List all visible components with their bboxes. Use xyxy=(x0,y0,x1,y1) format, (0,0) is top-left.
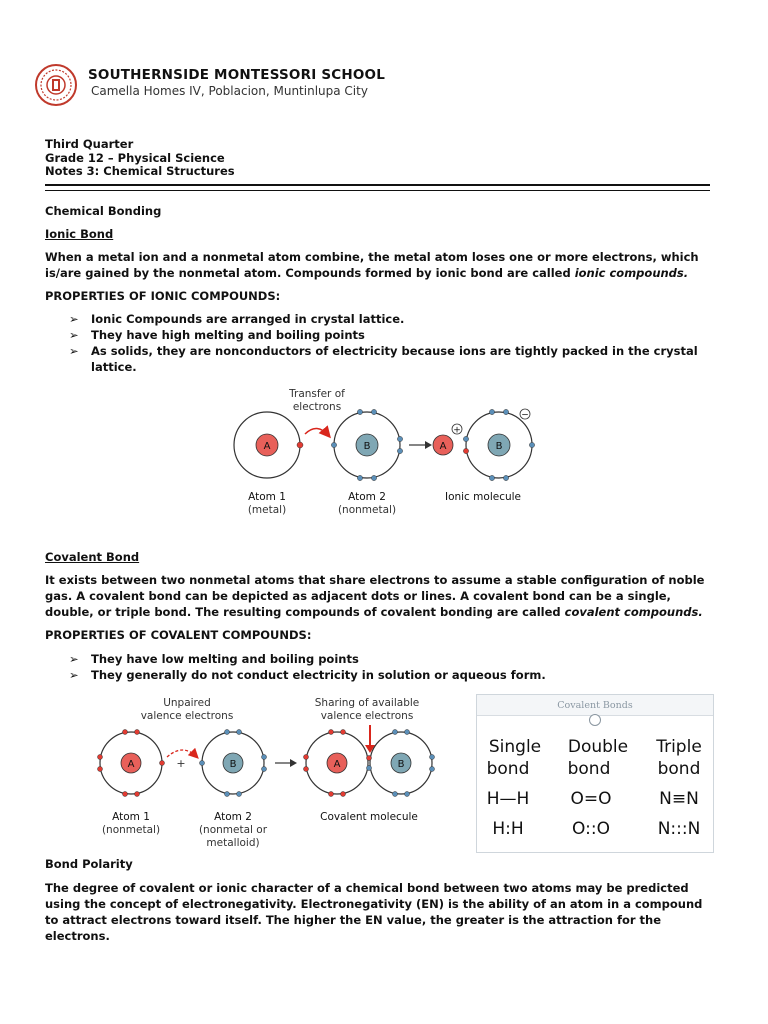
svg-text:Atom 1: Atom 1 xyxy=(112,811,150,823)
transfer-label-2: electrons xyxy=(292,401,342,413)
bond-polarity-heading: Bond Polarity xyxy=(45,857,133,871)
school-address: Camella Homes IV, Poblacion, Muntinlupa City xyxy=(91,84,368,98)
svg-text:B: B xyxy=(397,759,405,770)
covalent-paragraph-text: It exists between two nonmetal atoms that share electrons to assume a stable configuration of noble gas. A covalent bond can be depicted as adjacent dots or lines. A covalent bond can be a single, double, or triple bond. The resulting compounds of covalent bonding are called xyxy=(45,573,705,619)
atom2-label: Atom 2 xyxy=(348,491,386,503)
covalent-props-list xyxy=(69,651,729,683)
ionic-paragraph-text: When a metal ion and a nonmetal atom combine, the metal atom loses one or more electrons, which is/are gained by the nonmetal atom. Compounds formed by ionic bond are called xyxy=(45,250,699,280)
svg-text:A: A xyxy=(127,759,135,770)
triple-bond-label: Triple xyxy=(656,737,702,757)
card-knob-icon xyxy=(589,714,601,726)
atom1-label: Atom 1 xyxy=(248,491,286,503)
atom-a-label: A xyxy=(263,441,271,452)
svg-text:A: A xyxy=(439,441,447,452)
list-item: ➢ Ionic Compounds are arranged in crystal lattice. xyxy=(69,312,405,326)
covalent-bond-diagram xyxy=(95,695,440,855)
svg-text:(nonmetal or: (nonmetal or xyxy=(198,824,268,836)
list-item: ➢ They have low melting and boiling points xyxy=(69,652,359,666)
quarter-line: Third Quarter xyxy=(45,137,134,151)
svg-text:Atom 2: Atom 2 xyxy=(214,811,252,823)
header-rule-thin xyxy=(45,190,710,191)
double-bond-formula: O=O xyxy=(570,789,612,809)
grade-line: Grade 12 – Physical Science xyxy=(45,151,225,165)
ionic-bond-heading: Ionic Bond xyxy=(45,227,114,241)
svg-text:valence electrons: valence electrons xyxy=(320,710,414,722)
svg-text:valence electrons: valence electrons xyxy=(140,710,234,722)
svg-text:A: A xyxy=(333,759,341,770)
svg-text:B: B xyxy=(229,759,237,770)
bullet-arrow-icon: ➢ xyxy=(69,344,79,358)
triple-bond-lewis: N:::N xyxy=(657,819,701,839)
minus-charge: − xyxy=(521,410,529,421)
svg-text:+: + xyxy=(176,757,186,770)
bond-polarity-paragraph: The degree of covalent or ionic character of a chemical bond between two atoms may be predicted using the concept of electronegativity. Electronegativity (EN) is the ability of an atom in a compound to attract electrons toward itself. The higher the EN value, the greater is the attraction for the electrons. xyxy=(45,881,703,943)
svg-text:Covalent molecule: Covalent molecule xyxy=(320,811,418,823)
triple-bond-formula: N≡N xyxy=(659,789,699,809)
double-bond-lewis: O::O xyxy=(572,819,610,839)
svg-text:Unpaired: Unpaired xyxy=(163,697,211,709)
list-item: ➢ They have high melting and boiling points xyxy=(69,328,365,342)
header-rule xyxy=(45,184,710,186)
plus-charge: + xyxy=(453,425,461,436)
covalent-props-heading: PROPERTIES OF COVALENT COMPOUNDS: xyxy=(45,628,312,642)
card-title: Covalent Bonds xyxy=(557,700,633,711)
single-bond-lewis: H:H xyxy=(492,819,524,839)
svg-text:B: B xyxy=(495,441,503,452)
svg-text:(nonmetal): (nonmetal) xyxy=(101,824,161,836)
atom2-sublabel: (nonmetal) xyxy=(337,504,397,516)
bullet-arrow-icon: ➢ xyxy=(69,668,79,682)
section-title: Chemical Bonding xyxy=(45,204,162,218)
svg-text:metalloid): metalloid) xyxy=(206,837,260,849)
double-bond-label: Double xyxy=(567,737,629,757)
covalent-bonds-card xyxy=(476,694,714,853)
covalent-paragraph xyxy=(45,572,715,620)
bullet-arrow-icon: ➢ xyxy=(69,328,79,342)
covalent-bond-heading: Covalent Bond xyxy=(45,550,140,564)
list-item: ➢ They generally do not conduct electricity in solution or aqueous form. xyxy=(69,668,546,682)
transfer-label-1: Transfer of xyxy=(289,388,345,400)
ionic-paragraph xyxy=(45,249,715,281)
ionic-molecule-label: Ionic molecule xyxy=(444,491,522,503)
single-bond-formula: H—H xyxy=(486,789,530,809)
ionic-props-heading: PROPERTIES OF IONIC COMPOUNDS: xyxy=(45,289,281,303)
bullet-arrow-icon: ➢ xyxy=(69,652,79,666)
atom-b-label: B xyxy=(363,441,371,452)
school-logo xyxy=(34,63,78,107)
school-name: SOUTHERNSIDE MONTESSORI SCHOOL xyxy=(88,67,386,83)
covalent-term: covalent compounds. xyxy=(564,605,703,619)
triple-bond-label-2: bond xyxy=(657,759,701,779)
single-bond-label-2: bond xyxy=(486,759,530,779)
ionic-props-list xyxy=(69,311,729,375)
bullet-arrow-icon: ➢ xyxy=(69,312,79,326)
list-item: ➢ As solids, they are nonconductors of electricity because ions are tightly packed in the crystal lattice. xyxy=(69,344,698,374)
ionic-bond-diagram xyxy=(225,384,535,520)
single-bond-label: Single xyxy=(488,737,542,757)
notes-line: Notes 3: Chemical Structures xyxy=(45,164,235,178)
atom1-sublabel: (metal) xyxy=(247,504,287,516)
ionic-term: ionic compounds. xyxy=(574,266,689,280)
svg-text:Sharing of available: Sharing of available xyxy=(314,697,420,709)
double-bond-label-2: bond xyxy=(567,759,611,779)
